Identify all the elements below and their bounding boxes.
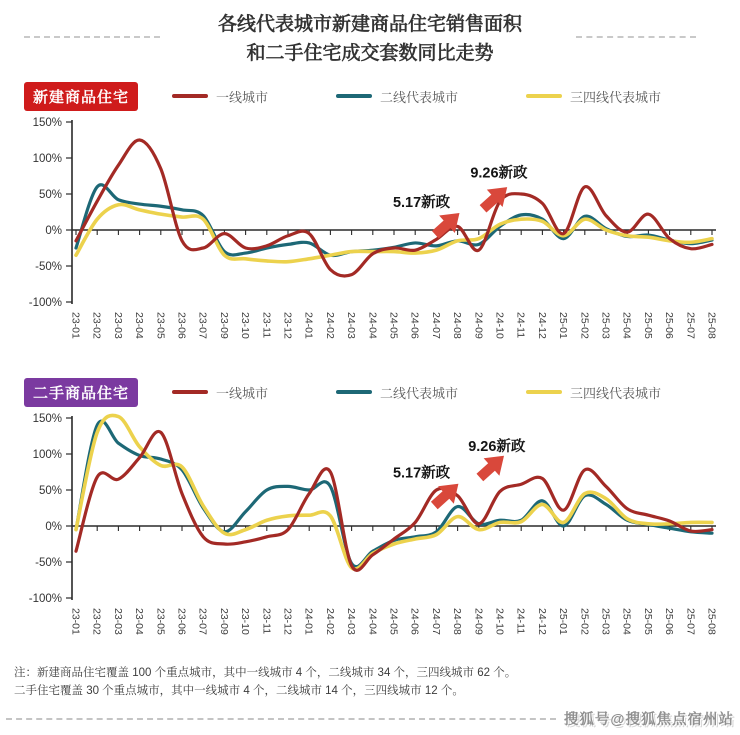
page-title-line2: 和二手住宅成交套数同比走势 [246, 43, 494, 65]
annotation-label: 5.17新政 [392, 465, 451, 482]
legend-item-third-fourth-tier [526, 383, 661, 402]
x-tick-label: 24-01 [302, 608, 315, 635]
x-tick-label: 25-03 [599, 312, 612, 339]
legend-item-second-tier [336, 87, 458, 106]
title-block [0, 10, 740, 76]
x-tick-label: 23-02 [90, 608, 103, 635]
page-title-line1: 各线代表城市新建商品住宅销售面积 [217, 14, 522, 35]
x-tick-label: 24-01 [302, 312, 315, 339]
x-tick-label: 23-07 [196, 608, 209, 635]
x-tick-label: 23-04 [133, 312, 146, 339]
legend-item-first-tier [172, 383, 268, 402]
y-tick-label: -50% [35, 557, 62, 569]
x-tick-label: 23-06 [175, 312, 188, 339]
x-tick-label: 23-11 [260, 312, 273, 339]
x-tick-label: 23-07 [196, 312, 209, 339]
x-tick-label: 24-09 [472, 312, 485, 339]
y-tick-label: 0% [45, 225, 62, 237]
new-homes-chart-header [0, 80, 740, 112]
y-tick-label: 100% [32, 153, 62, 165]
y-tick-label: 50% [38, 189, 62, 201]
second-hand-chart-section [0, 376, 740, 660]
first-tier-line-swatch [172, 390, 208, 394]
series-line-2 [76, 415, 712, 569]
x-tick-label: 23-03 [111, 312, 124, 339]
x-tick-label: 25-05 [641, 312, 654, 339]
legend-item-third-fourth-tier [526, 87, 661, 106]
x-tick-label: 23-01 [69, 312, 82, 339]
footer-dash-line [6, 718, 556, 720]
x-tick-label: 23-06 [175, 608, 188, 635]
x-tick-label: 25-02 [578, 608, 591, 635]
x-tick-label: 24-04 [366, 312, 379, 339]
title-dash-left [24, 36, 160, 38]
y-tick-label: -100% [28, 593, 62, 605]
x-tick-label: 24-04 [366, 608, 379, 635]
legend-label-third-fourth-tier: 三四线代表城市 [570, 385, 662, 401]
new-homes-legend [172, 87, 661, 106]
x-tick-label: 23-03 [111, 608, 124, 635]
annotation-label: 5.17新政 [392, 194, 451, 211]
x-tick-label: 25-01 [557, 312, 570, 339]
third-fourth-tier-line-swatch [526, 390, 562, 394]
x-tick-label: 24-11 [514, 608, 527, 635]
x-tick-label: 25-08 [705, 312, 718, 339]
x-tick-label: 24-05 [387, 608, 400, 635]
page-title [0, 10, 740, 69]
x-tick-label: 25-02 [578, 312, 591, 339]
footnotes [14, 664, 740, 701]
x-tick-label: 23-11 [260, 608, 273, 635]
x-tick-label: 23-05 [154, 608, 167, 635]
x-tick-label: 24-07 [429, 608, 442, 635]
legend-label-first-tier: 一线城市 [216, 385, 269, 401]
first-tier-line-swatch [172, 94, 208, 98]
x-tick-label: 25-08 [705, 608, 718, 635]
x-tick-label: 23-09 [217, 312, 230, 339]
new-homes-badge: 新建商品住宅 [24, 82, 138, 111]
y-tick-label: 50% [38, 485, 62, 497]
x-tick-label: 25-04 [620, 312, 633, 339]
x-tick-label: 23-09 [217, 608, 230, 635]
x-tick-label: 23-04 [133, 608, 146, 635]
x-tick-label: 24-11 [514, 312, 527, 339]
second-hand-badge: 二手商品住宅 [24, 378, 138, 407]
second-hand-legend [172, 383, 661, 402]
y-tick-label: 150% [32, 117, 62, 129]
legend-item-first-tier [172, 87, 268, 106]
annotation-label: 9.26新政 [468, 439, 526, 456]
x-tick-label: 25-05 [641, 608, 654, 635]
second-tier-line-swatch [336, 390, 372, 394]
x-tick-label: 24-12 [535, 608, 548, 635]
x-tick-label: 23-10 [239, 312, 252, 339]
x-tick-label: 24-12 [535, 312, 548, 339]
series-line-0 [76, 431, 712, 570]
x-tick-label: 23-12 [281, 312, 294, 339]
legend-item-second-tier [336, 383, 458, 402]
x-tick-label: 24-03 [345, 608, 358, 635]
x-tick-label: 25-06 [663, 312, 676, 339]
x-tick-label: 24-06 [408, 608, 421, 635]
y-tick-label: 0% [45, 521, 62, 533]
third-fourth-tier-line-swatch [526, 94, 562, 98]
footer [0, 708, 740, 729]
x-tick-label: 24-05 [387, 312, 400, 339]
x-tick-label: 24-07 [429, 312, 442, 339]
new-homes-line-chart [0, 114, 740, 364]
x-tick-label: 25-03 [599, 608, 612, 635]
x-tick-label: 23-02 [90, 312, 103, 339]
annotation-label: 9.26新政 [470, 165, 528, 182]
x-tick-label: 24-08 [451, 312, 464, 339]
second-hand-line-chart [0, 410, 740, 660]
x-tick-label: 25-04 [620, 608, 633, 635]
legend-label-second-tier: 二线代表城市 [380, 385, 459, 401]
x-tick-label: 24-08 [451, 608, 464, 635]
y-tick-label: 100% [32, 449, 62, 461]
x-tick-label: 24-10 [493, 312, 506, 339]
x-tick-label: 24-06 [408, 312, 421, 339]
second-hand-chart-header [0, 376, 740, 408]
x-tick-label: 24-09 [472, 608, 485, 635]
y-tick-label: -100% [28, 297, 62, 309]
x-tick-label: 25-06 [663, 608, 676, 635]
x-tick-label: 24-10 [493, 608, 506, 635]
x-tick-label: 24-02 [323, 608, 336, 635]
y-tick-label: 150% [32, 413, 62, 425]
x-tick-label: 25-07 [684, 608, 697, 635]
x-tick-label: 23-12 [281, 608, 294, 635]
title-dash-right [576, 36, 696, 38]
legend-label-third-fourth-tier: 三四线代表城市 [570, 89, 662, 105]
x-tick-label: 23-10 [239, 608, 252, 635]
x-tick-label: 24-02 [323, 312, 336, 339]
new-homes-chart-section [0, 80, 740, 364]
x-tick-label: 23-05 [154, 312, 167, 339]
x-tick-label: 25-01 [557, 608, 570, 635]
footnote-line2: 二手住宅覆盖 30 个重点城市，其中一线城市 4 个，二线城市 14 个，三四线城市 12 个。 [14, 685, 464, 698]
x-tick-label: 24-03 [345, 312, 358, 339]
x-tick-label: 23-01 [69, 608, 82, 635]
y-tick-label: -50% [35, 261, 62, 273]
second-tier-line-swatch [336, 94, 372, 98]
x-tick-label: 25-07 [684, 312, 697, 339]
legend-label-second-tier: 二线代表城市 [380, 89, 459, 105]
footnote-line1: 注：新建商品住宅覆盖 100 个重点城市，其中一线城市 4 个，二线城市 34 个，三四线城市 62 个。 [14, 667, 517, 679]
watermark-text: 搜狐号@搜狐焦点宿州站 [563, 712, 734, 728]
legend-label-first-tier: 一线城市 [216, 89, 269, 105]
